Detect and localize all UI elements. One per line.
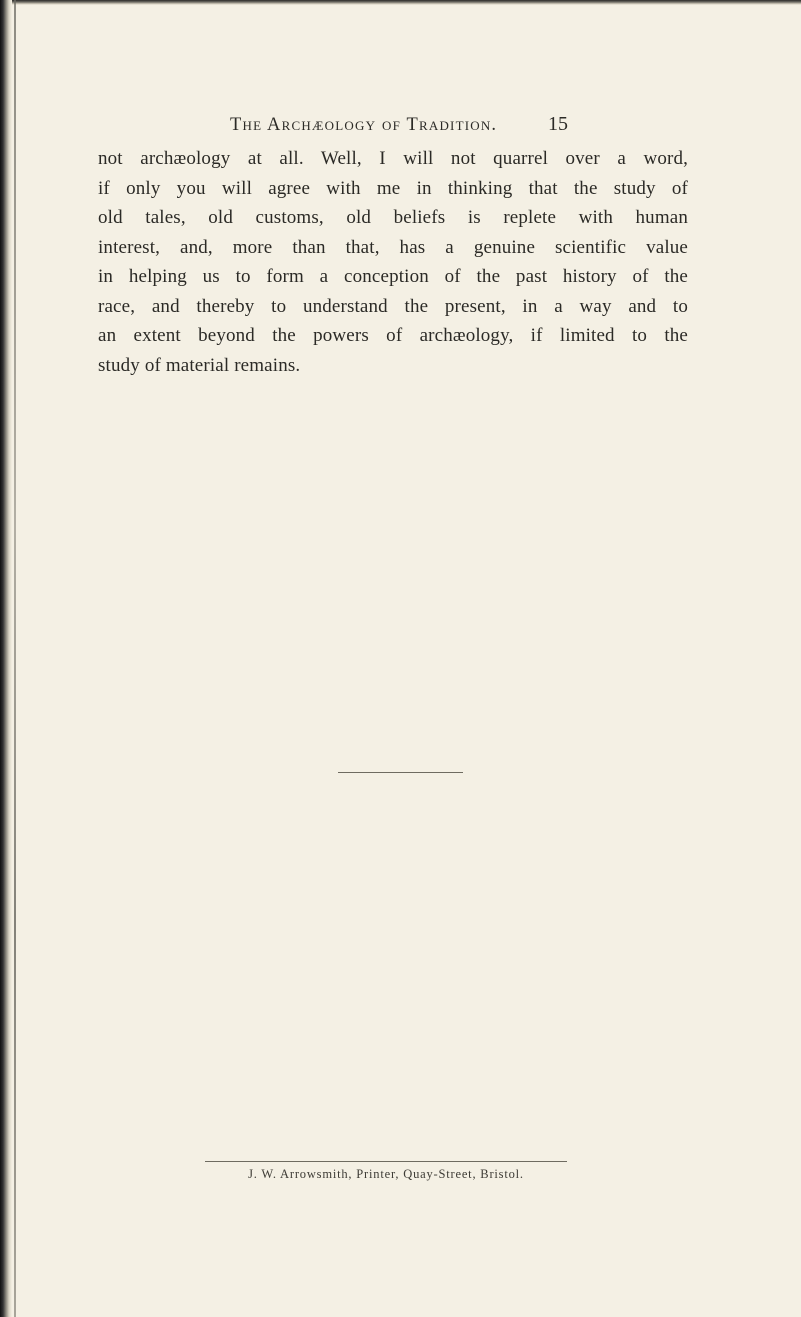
binding-shadow [0,0,12,1317]
page-top-edge [0,0,801,5]
body-paragraph [98,144,688,380]
binding-crease [14,0,16,1317]
printer-imprint: J. W. Arrowsmith, Printer, Quay-Street, Bristol. [248,1167,524,1181]
running-head: The Archæology of Tradition. [230,115,498,135]
body-line: an extent beyond the powers of archæology, if limited to the [98,325,688,346]
body-line: old tales, old customs, old beliefs is replete with human [98,207,688,228]
body-line: if only you will agree with me in thinking that the study of [98,177,688,199]
body-line: race, and thereby to understand the present, in a way and to [98,295,688,317]
section-divider [338,772,463,773]
imprint-rule [205,1161,567,1162]
page-number: 15 [548,113,568,135]
body-line: in helping us to form a conception of the past history of the [98,266,688,287]
body-line: study of material remains. [98,354,301,376]
body-line: interest, and, more than that, has a genuine scientific value [98,236,688,258]
body-line: not archæology at all. Well, I will not quarrel over a word, [98,148,688,169]
